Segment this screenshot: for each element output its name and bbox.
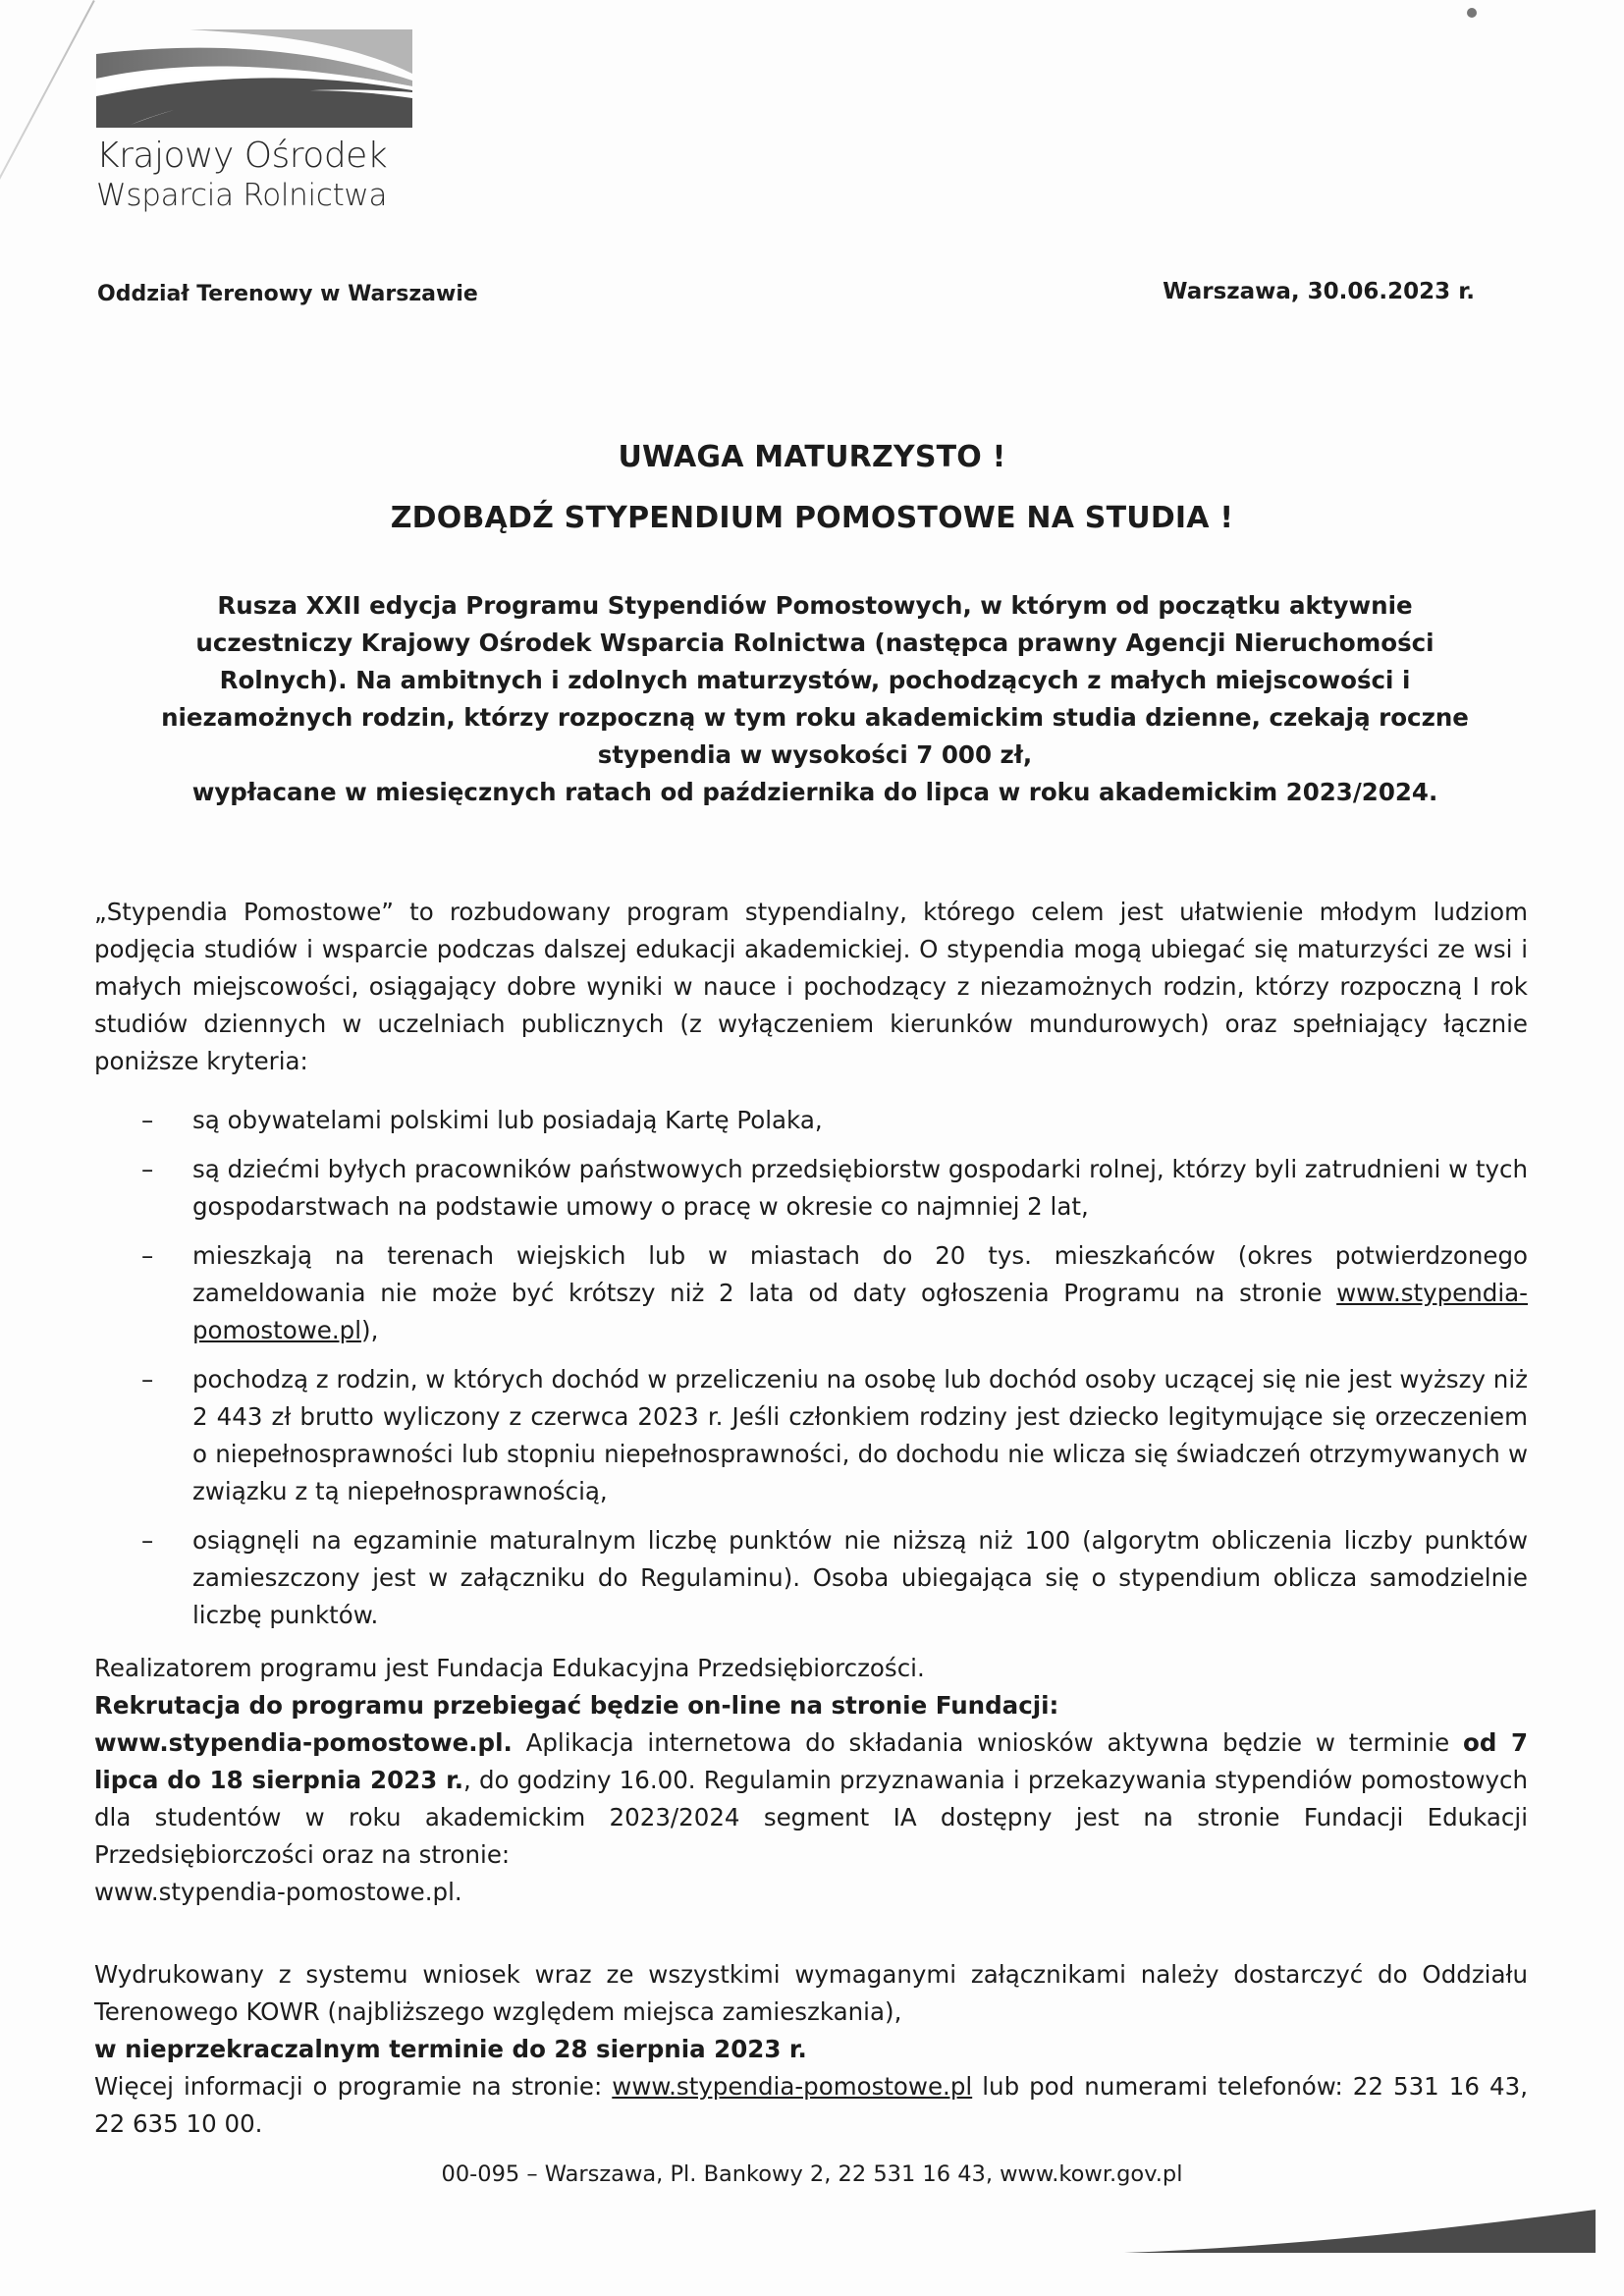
submission-text: Wydrukowany z systemu wniosek wraz ze wszystkimi wymaganymi załącznikami należy dostarczyć do Oddziału Terenowego KOWR (najbliższego względem miejsca zamieszkania), [94, 1960, 1528, 2026]
application-dates: od 7 lipca do 18 sierpnia 2023 r. [94, 1728, 1528, 1794]
footer-wedge-decoration-icon [1124, 2210, 1596, 2257]
logo-line-1: Krajowy Ośrodek [96, 136, 388, 176]
program-website-link[interactable]: www.stypendia-pomostowe.pl [192, 1279, 1528, 1344]
logo-line-2: Wsparcia Rolnictwa [96, 178, 388, 213]
lead-text-2: wypłacane w miesięcznych ratach od października do lipca w roku akademickim 2023/2024. [191, 778, 1438, 806]
branch-name: Oddział Terenowy w Warszawie [97, 282, 478, 306]
criteria-item: – osiągnęli na egzaminie maturalnym liczbę punktów nie niższą niż 100 (algorytm obliczenia liczby punktów zamieszczony jest w załączniku do Regulaminu). Osoba ubiegająca się o stypendium oblicza samodzielnie liczbę punktów. [94, 1522, 1528, 1634]
footer-address: 00-095 – Warszawa, Pl. Bankowy 2, 22 531 16 43, www.kowr.gov.pl [441, 2161, 1183, 2187]
scan-fold-mark [0, 0, 95, 227]
recruitment-heading: Rekrutacja do programu przebiegać będzie on-line na stronie Fundacji: [94, 1691, 1059, 1720]
more-info-link[interactable]: www.stypendia-pomostowe.pl [612, 2072, 973, 2101]
intro-paragraph [94, 894, 1528, 1080]
title-line-1: UWAGA MATURZYSTO ! [618, 440, 1006, 474]
recruitment-section [94, 1650, 1528, 1911]
criteria-item: – pochodzą z rodzin, w których dochód w przeliczeniu na osobę lub dochód osoby uczącej się nie jest wyższy niż 2 443 zł brutto wyliczony z czerwca 2023 r. Jeśli członkiem rodziny jest dziecko legitymujące się orzeczeniem o niepełnosprawności lub stopniu niepełnosprawności, do dochodu nie wlicza się świadczeń otrzymywanych w związku z tą niepełnosprawnością, [94, 1361, 1528, 1510]
letter-date: Warszawa, 30.06.2023 r. [1163, 279, 1475, 304]
scan-speck [1467, 8, 1477, 18]
kowr-waves-logo-icon [96, 29, 412, 128]
kowr-logo [96, 29, 420, 214]
recruitment-site[interactable]: www.stypendia-pomostowe.pl. [94, 1728, 513, 1757]
organizer-text: Realizatorem programu jest Fundacja Edukacyjna Przedsiębiorczości. [94, 1654, 925, 1682]
submission-section [94, 1956, 1528, 2143]
dash-bullet-icon: – [141, 1526, 154, 1555]
criteria-item: – mieszkają na terenach wiejskich lub w miastach do 20 tys. mieszkańców (okres potwierdzonego zameldowania nie może być krótszy niż 2 lata od daty ogłoszenia Programu na stronie www.stypendia-pomostowe.pl), [94, 1237, 1528, 1349]
recruitment-details: www.stypendia-pomostowe.pl. Aplikacja internetowa do składania wniosków aktywna będzie w terminie od 7 lipca do 18 sierpnia 2023 r., do godziny 16.00. Regulamin przyznawania i przekazywania stypendiów pomostowych dla studentów w roku akademickim 2023/2024 segment IA dostępny jest na stronie Fundacji Edukacji Przedsiębiorczości oraz na stronie: [94, 1728, 1528, 1869]
criteria-item: – są obywatelami polskimi lub posiadają Kartę Polaka, [94, 1102, 1528, 1139]
lead-text: Rusza XXII edycja Programu Stypendiów Pomostowych, w którym od początku aktywnie uczestniczy Krajowy Ośrodek Wsparcia Rolnictwa (następca prawny Agencji Nieruchomości Rolnych). Na ambitnych i zdolnych maturzystów, pochodzących z małych miejscowości i niezamożnych rodzin, którzy rozpoczną w tym roku akademickim studia dzienne, czekają roczne stypendia w wysokości 7 000 zł, [161, 591, 1469, 769]
criteria-list [94, 1102, 1528, 1646]
recruitment-site-plain[interactable]: www.stypendia-pomostowe.pl. [94, 1878, 462, 1906]
criteria-item: – są dziećmi byłych pracowników państwowych przedsiębiorstw gospodarki rolnej, którzy byli zatrudnieni w tych gospodarstwach na podstawie umowy o pracę w okresie co najmniej 2 lat, [94, 1151, 1528, 1226]
dash-bullet-icon: – [141, 1155, 154, 1183]
dash-bullet-icon: – [141, 1241, 154, 1270]
submission-deadline: w nieprzekraczalnym terminie do 28 sierpnia 2023 r. [94, 2035, 807, 2063]
dash-bullet-icon: – [141, 1106, 154, 1134]
title-line-2: ZDOBĄDŹ STYPENDIUM POMOSTOWE NA STUDIA ! [390, 501, 1234, 535]
dash-bullet-icon: – [141, 1365, 154, 1394]
lead-paragraph [128, 587, 1502, 811]
more-info: Więcej informacji o programie na stronie: www.stypendia-pomostowe.pl lub pod numerami telefonów: 22 531 16 43, 22 635 10 00. [94, 2072, 1528, 2138]
intro-text: „Stypendia Pomostowe” to rozbudowany program stypendialny, którego celem jest ułatwienie młodym ludziom podjęcia studiów i wsparcie podczas dalszej edukacji akademickiej. O stypendia mogą ubiegać się maturzyści ze wsi i małych miejscowości, osiągający dobre wyniki w nauce i pochodzący z niezamożnych rodzin, którzy rozpoczną I rok studiów dziennych w uczelniach publicznych (z wyłączeniem kierunków mundurowych) oraz spełniający łącznie poniższe kryteria: [94, 898, 1528, 1075]
